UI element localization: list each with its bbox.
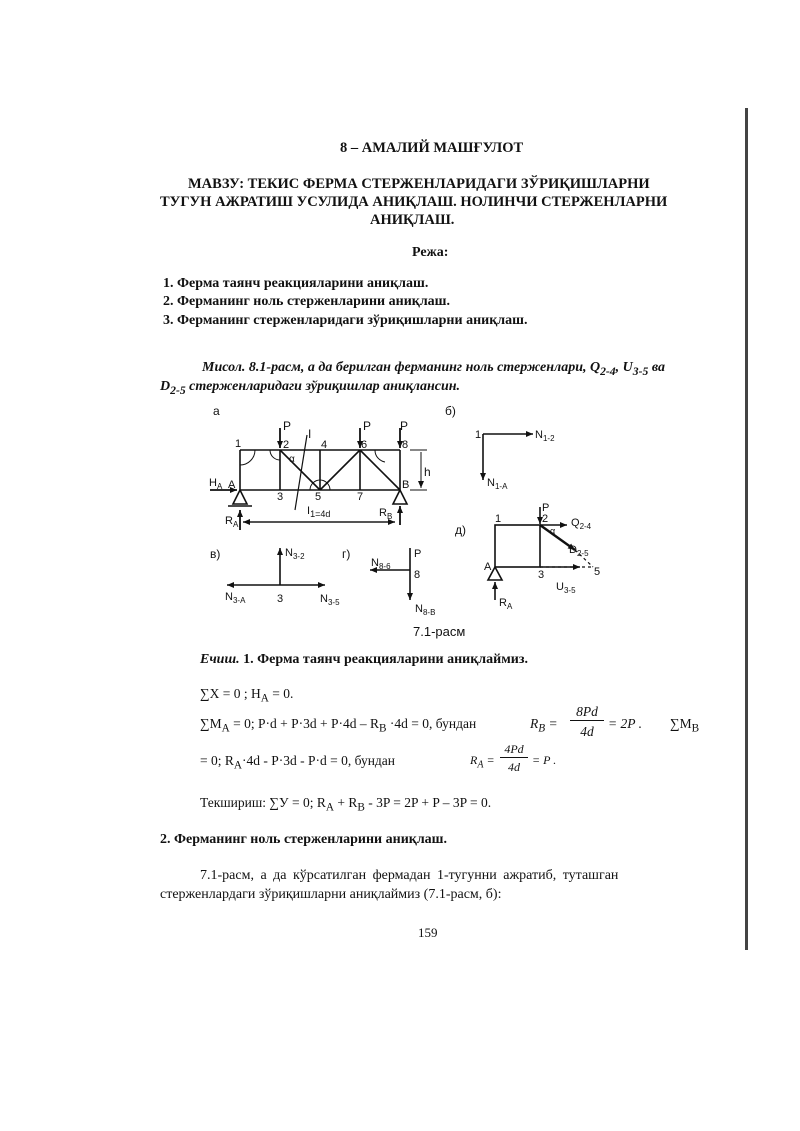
solution-heading: Ечиш. 1. Ферма таянч реакцияларини аниқлаймиз. — [200, 652, 528, 667]
svg-text:A: A — [228, 479, 236, 491]
svg-text:в): в) — [210, 547, 221, 561]
svg-text:N3-2: $N_{3-2}$ — [285, 547, 305, 561]
svg-text:U3-5: $U_{3-5}$ — [556, 581, 576, 595]
equation-moment-b: = 0; $R_A\cdot 4d - P\cdot 3d - P\cdot d = 0$, бундан — [200, 753, 396, 772]
svg-text:P: P — [414, 548, 422, 560]
truss-figure — [195, 400, 625, 639]
svg-text:h: h — [424, 465, 431, 479]
example-line-1: Мисол. 8.1-расм, а да берилган ферманинг ноль стерженлари, $Q_{2-4}$, $U_{3-5}$ ва — [202, 360, 665, 378]
svg-text:N8-6: $N_{8-6}$ — [371, 557, 391, 571]
svg-text:7: 7 — [357, 491, 364, 503]
svg-text:6: 6 — [361, 439, 368, 451]
svg-text:д): д) — [455, 523, 466, 537]
svg-text:4: 4 — [321, 439, 328, 451]
svg-text:D2-5: $D_{2-5}$ — [569, 544, 589, 558]
svg-text:2: 2 — [542, 513, 549, 525]
theme-line-2: ТУГУН АЖРАТИШ УСУЛИДА АНИҚЛАШ. НОЛИНЧИ СТЕРЖЕНЛАРНИ — [160, 194, 668, 210]
svg-text:P: P — [400, 419, 409, 433]
svg-text:8: 8 — [402, 439, 409, 451]
svg-text:P: P — [363, 419, 372, 433]
svg-text:α: α — [289, 454, 295, 465]
equation-check: Текшириш: ∑У = 0; $R_A + R_B - 3P = 2P + P - 3P = 0$. — [200, 795, 492, 814]
section2-para-line-2: стерженлардаги зўриқишларни аниқлаймиз (7.1-расм, б): — [160, 887, 502, 902]
panel-a-label: а — [213, 404, 220, 418]
svg-text:P: P — [542, 502, 550, 514]
svg-text:Q2-4: $Q_{2-4}$ — [571, 517, 592, 531]
svg-text:I: I — [308, 427, 312, 441]
svg-text:1: 1 — [235, 438, 242, 450]
svg-text:I1=4d: $I_{1=4d}$ — [307, 505, 331, 519]
theme-line-1: МАВЗУ: ТЕКИС ФЕРМА СТЕРЖЕНЛАРИДАГИ ЗЎРИҚИШЛАРНИ — [188, 176, 650, 192]
svg-text:3: 3 — [277, 491, 284, 503]
svg-text:P: P — [283, 419, 292, 433]
theme-line-3: АНИҚЛАШ. — [370, 212, 455, 228]
svg-text:α: α — [550, 526, 556, 536]
equation-sum-x: ∑X = 0 ; $H_A = 0$. — [200, 686, 294, 705]
svg-text:г): г) — [342, 547, 351, 561]
svg-text:B: B — [402, 479, 410, 491]
svg-text:N3-5: $N_{3-5}$ — [320, 593, 340, 607]
svg-text:N1-A: $N_{1-A}$ — [487, 477, 508, 491]
svg-text:2: 2 — [283, 439, 290, 451]
svg-text:RA: $R_A$ — [499, 597, 513, 611]
section2-heading: 2. Ферманинг ноль стерженларини аниқлаш. — [160, 832, 447, 847]
page-number: 159 — [418, 925, 438, 940]
panel-b-label: б) — [445, 404, 456, 418]
svg-text:A: A — [484, 561, 492, 573]
plan-item-2: 2. Ферманинг ноль стерженларини аниқлаш. — [163, 294, 450, 309]
svg-text:N3-A: $N_{3-A}$ — [225, 591, 246, 605]
svg-text:N1-2: $N_{1-2}$ — [535, 429, 555, 443]
svg-text:3: 3 — [538, 569, 545, 581]
margin-rule — [745, 108, 748, 950]
plan-heading: Режа: — [412, 245, 449, 260]
svg-text:5: 5 — [594, 566, 601, 578]
figure-caption: 7.1-расм — [413, 624, 466, 639]
section2-para-line-1: 7.1-расм, а да кўрсатилган фермадан 1-тугунни ажратиб, туташган — [200, 868, 619, 883]
svg-text:3: 3 — [277, 593, 284, 605]
svg-text:5: 5 — [315, 491, 322, 503]
svg-text:8: 8 — [414, 569, 421, 581]
svg-text:RB: $R_B$ — [379, 507, 393, 521]
example-line-2: $D_{2-5}$ стерженларидаги зўриқишлар аниқлансин. — [160, 379, 461, 397]
plan-item-1: 1. Ферма таянч реакцияларини аниқлаш. — [163, 276, 429, 291]
lesson-title: 8 – АМАЛИЙ МАШҒУЛОТ — [340, 140, 524, 156]
plan-item-3: 3. Ферманинг стерженларидаги зўриқишларни аниқлаш. — [163, 313, 528, 328]
svg-text:1: 1 — [475, 429, 482, 441]
svg-text:1: 1 — [495, 513, 502, 525]
svg-text:N8-B: $N_{8-B}$ — [415, 603, 436, 617]
moment-b-label: $\sum M_B$ — [670, 716, 700, 735]
svg-text:HA: $H_A$ — [209, 477, 223, 491]
svg-text:RA: $R_A$ — [225, 515, 239, 529]
equation-moment-a: $\sum M_A = 0$; $P\cdot d + P\cdot 3d + P\cdot 4d - R_B \cdot 4d = 0$, бундан — [200, 716, 477, 735]
